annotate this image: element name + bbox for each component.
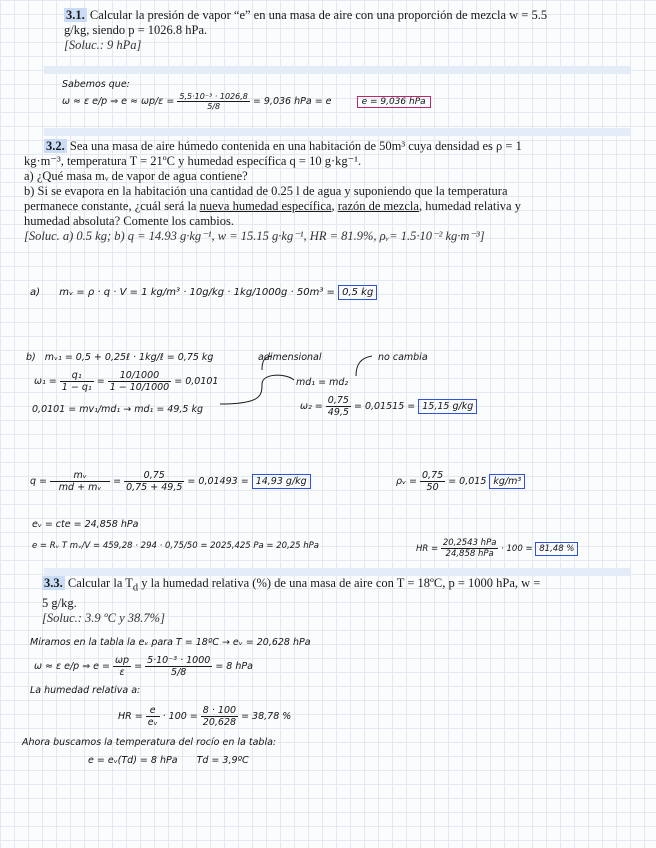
problem-3-3: 3.3. Calcular la $T_d$ y la humedad relativa (%) de una masa de aire con T = 18ºC, p = 1000 hPa, w = 5 g/kg. [Soluc.: 3.9 ºC y 38.7%] <box>42 576 632 626</box>
handwritten-w2: ω₂ = $\frac{0,75}{49,5}$ = 0,01515 = 15,15 g/kg <box>300 395 477 418</box>
handwritten-md1: 0,0101 = mv₁/md₁ → md₁ = 49,5 kg <box>32 404 204 415</box>
label-no-cambia: no cambia <box>378 352 428 363</box>
handwritten-calc-e: ω ≈ ε e/p ⇒ e = $\frac{\omega p}{\varepsilon}$ = $\frac{\text{5·10⁻³ · 1000}}{5/8}$ = 8 hPa <box>34 655 253 678</box>
result-box: 14,93 g/kg <box>252 474 311 489</box>
result-box: kg/m³ <box>489 474 525 489</box>
separator-band <box>44 568 630 576</box>
result-box: 15,15 g/kg <box>418 399 477 414</box>
solution-hint: [Soluc.: 9 hPa] <box>64 38 142 52</box>
label-adimensional: adimensional <box>258 352 322 363</box>
handwritten-dewpoint-intro: Ahora buscamos la temperatura del rocío en la tabla: <box>22 737 277 748</box>
problem-statement: Sea una masa de aire húmedo contenida en una habitación de 50m³ cuya densidad es ρ = 1 <box>69 139 522 153</box>
handwritten-intro: Sabemos que: <box>62 79 130 90</box>
handwritten-q: q = $\frac{\text{mᵥ}}{\text{md + mᵥ}}$ = $\frac{0,75}{0,75 + 49,5}$ = 0,01493 = 14,93 g/kg <box>30 470 311 493</box>
problem-number: 3.1. <box>66 8 85 22</box>
result-box: 81,48 % <box>535 542 578 556</box>
problem-number: 3.2. <box>46 139 65 153</box>
handwritten-part-a: a) mᵥ = ρ · q · V = 1 kg/m³ · 10g/kg · 1kg/1000g · 50m³ = 0,5 kg <box>30 285 377 300</box>
solution-hint: [Soluc. a) 0.5 kg; b) q = 14.93 g·kg⁻¹, w = 15.15 g·kg⁻¹, HR = 81.9%, ρᵥ= 1.5·10⁻² kg·m⁻³] <box>24 229 485 243</box>
problem-3-2: 3.2. Sea una masa de aire húmedo contenida en una habitación de 50m³ cuya densidad es ρ = 1 kg·m⁻³, temperatura T = 21ºC y humedad específica q = 10 g·kg⁻¹. a) ¿Qué masa mᵥ de vapor de agua contiene? b) Si se evapora en la habitación una cantidad de 0.25 l de agua y suponiendo que la temperatura permanece constante, ¿cuál será la nueva humedad específica, razón de mezcla, humedad relativa y humedad absoluta? Comente los cambios. [Soluc. a) 0.5 kg; b) q = 14.93 g·kg⁻¹, w = 15.15 g·kg⁻¹, HR = 81.9%, ρᵥ= 1.5·10⁻² kg·m⁻³] <box>24 139 624 244</box>
handwritten-hr-intro: La humedad relativa a: <box>30 685 141 696</box>
handwritten-part-b: b) mᵥ₁ = 0,5 + 0,25ℓ · 1kg/ℓ = 0,75 kg <box>26 352 214 363</box>
result-box: e = 9,036 hPa <box>357 96 431 108</box>
handwritten-calc-e: ω ≈ ε e/p ⇒ e ≈ ωp/ε = $\frac{\text{5,5·10⁻³ · 1026,8}}{5/8}$ = 9,036 hPa = e e = 9,036 hPa <box>62 92 431 111</box>
handwritten-md-equal: md₁ = md₂ <box>296 377 349 388</box>
solution-hint: [Soluc.: 3.9 ºC y 38.7%] <box>42 610 165 625</box>
handwritten-e: e = Rᵥ T mᵥ/V = 459,28 · 294 · 0,75/50 = 2025,425 Pa = 20,25 hPa <box>32 541 320 551</box>
result-box: 0,5 kg <box>338 285 377 300</box>
handwritten-ew: eᵥ = cte = 24,858 hPa <box>32 519 139 530</box>
handwritten-hr: HR = $\frac{\text{20,2543 hPa}}{\text{24,858 hPa}}$ · 100 = 81,48 % <box>416 538 578 559</box>
handwritten-table-lookup: Miramos en la tabla la eᵥ para T = 18ºC → eᵥ = 20,628 hPa <box>30 637 311 648</box>
problem-statement: Calcular la presión de vapor “e” en una masa de aire con una proporción de mezcla w = 5.5 <box>89 8 548 22</box>
handwritten-hr-calc: HR = $\frac{e}{\text{eᵥ}}$ · 100 = $\frac{8 \cdot 100}{20,628}$ = 38,78 % <box>118 705 292 728</box>
problem-statement-cont: g/kg, siendo p = 1026.8 hPa. <box>64 23 208 37</box>
problem-number: 3.3. <box>44 576 63 590</box>
underlined-term: razón de mezcla <box>337 199 419 213</box>
handwritten-w1: ω₁ = $\frac{\text{q₁}}{\text{1 − q₁}}$ = $\frac{10/1000}{1 - 10/1000}$ = 0,0101 <box>34 370 219 393</box>
underlined-term: nueva humedad específica <box>199 199 332 213</box>
handwritten-dewpoint: e = eᵥ(Td) = 8 hPa Td = 3,9ºC <box>88 755 249 766</box>
handwritten-rho: ρᵥ = $\frac{0,75}{50}$ = 0,015 kg/m³ <box>396 470 525 493</box>
